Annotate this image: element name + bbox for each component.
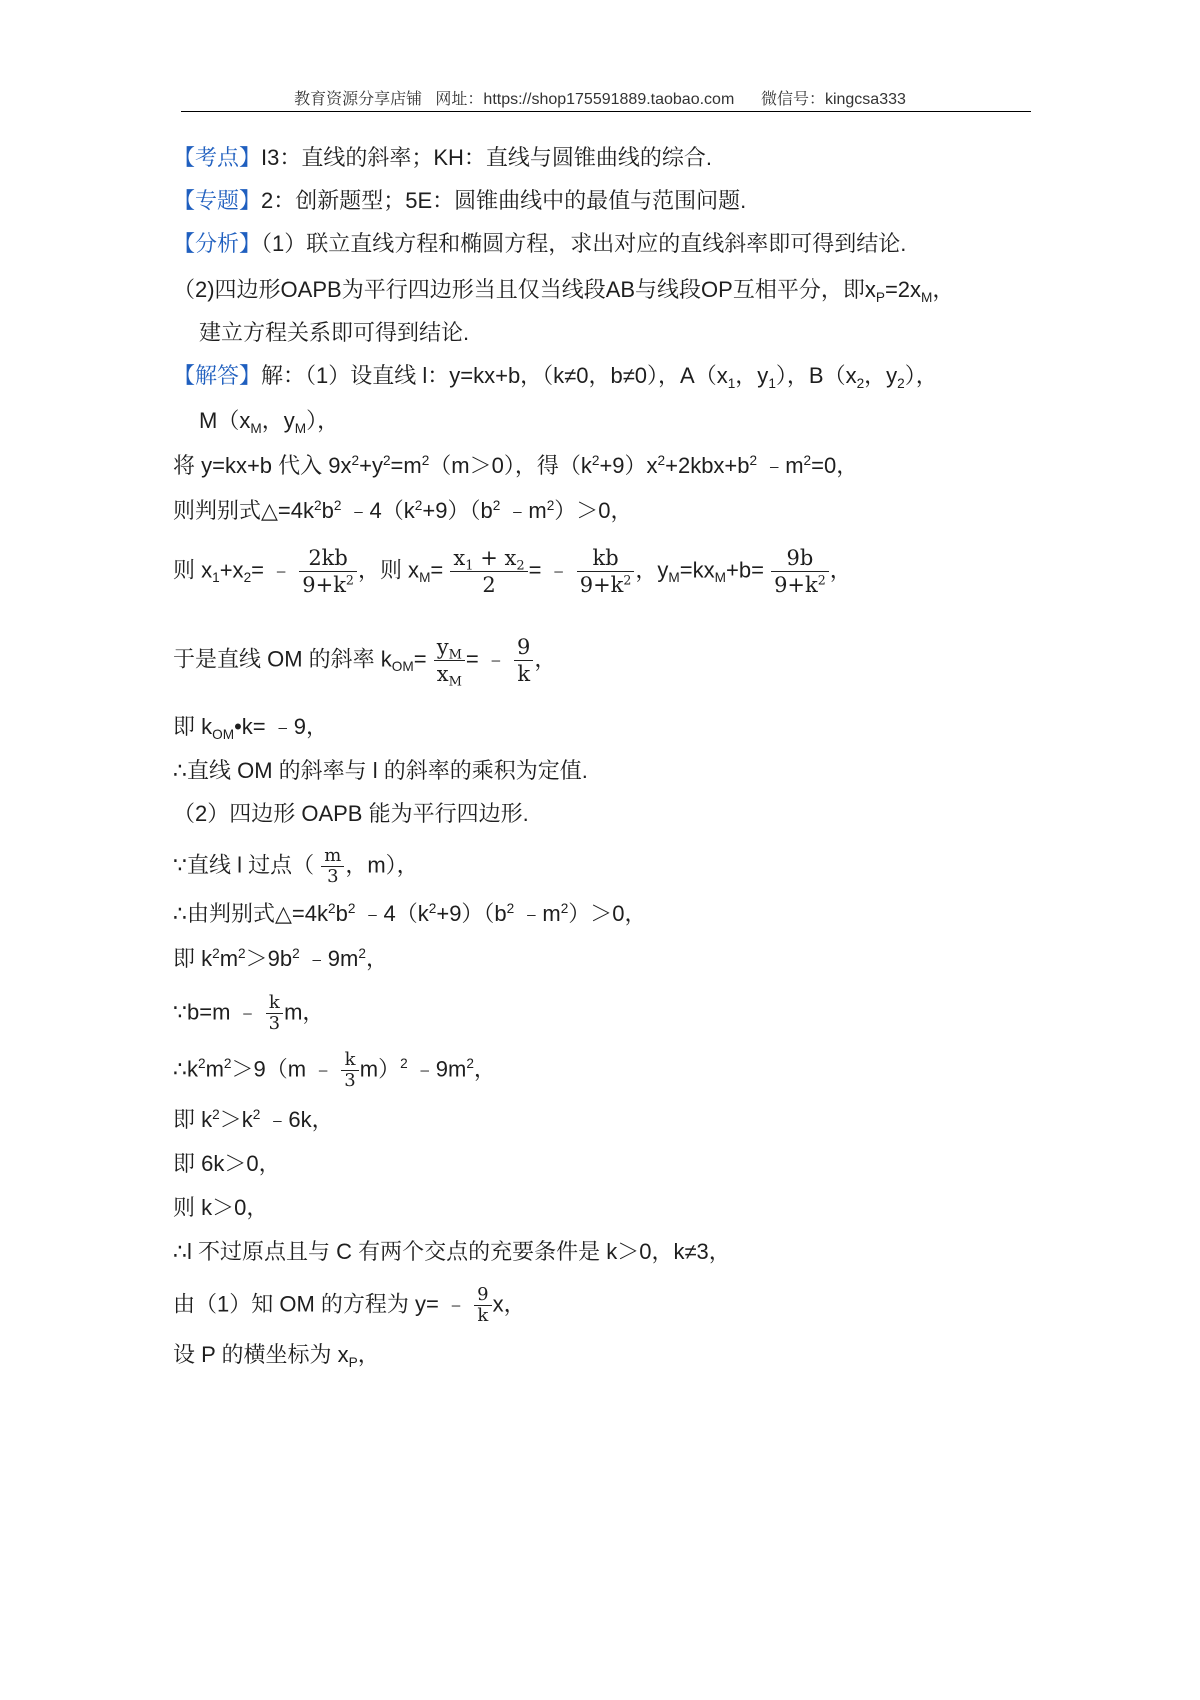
superscript: 2 xyxy=(591,452,600,468)
line-fenxi-3 xyxy=(199,319,469,347)
text-run: ）＞0， xyxy=(568,901,647,926)
superscript: 2 xyxy=(421,452,430,468)
subscript: P xyxy=(875,289,885,305)
tag-jieda: 【解答】 xyxy=(173,363,262,388)
text-run: 则判别式△=4k xyxy=(173,498,315,523)
text-run: ＞9b xyxy=(245,946,293,971)
text-run: ∴k xyxy=(173,1056,198,1082)
fraction-denominator xyxy=(299,572,357,598)
text-run: ， xyxy=(932,277,955,302)
text-run: =kx xyxy=(679,557,715,583)
text-run: •k= ﹣9， xyxy=(234,714,328,739)
text-run: +9）（b xyxy=(422,498,493,523)
text-run: 由（1）知 OM 的方程为 y= ﹣ xyxy=(173,1291,467,1317)
text-run: ﹣6k， xyxy=(260,1107,334,1132)
text-run: +x xyxy=(219,557,244,583)
text-run: m） xyxy=(359,1056,401,1082)
line-p-abscissa xyxy=(173,1341,380,1369)
superscript: 2 xyxy=(198,1056,206,1072)
text-run: ﹣m xyxy=(514,901,561,926)
fraction xyxy=(434,634,465,690)
text-run: ）＞0， xyxy=(554,498,633,523)
subscript: 1 xyxy=(465,558,474,574)
subscript: 2 xyxy=(856,375,865,391)
subscript: 1 xyxy=(727,375,736,391)
text-run: 则 x xyxy=(173,557,213,583)
superscript: 2 xyxy=(466,1056,474,1072)
line-fenxi-2 xyxy=(173,276,954,304)
fraction xyxy=(299,545,357,598)
text-run: ∴由判别式△=4k xyxy=(173,901,328,926)
text-run: m， xyxy=(284,999,325,1025)
superscript: 2 xyxy=(657,452,666,468)
subscript: M xyxy=(294,420,307,436)
fraction-numerator xyxy=(450,545,527,572)
subscript: 2 xyxy=(516,558,525,574)
line-part-2 xyxy=(173,800,529,828)
fraction-denominator: 3 xyxy=(344,1070,356,1091)
superscript: 2 xyxy=(238,945,246,961)
text-run: +2kbx+b xyxy=(665,453,750,478)
superscript: 2 xyxy=(560,900,569,916)
text-run: 于是直线 OM 的斜率 k xyxy=(173,646,392,672)
fraction xyxy=(266,993,283,1034)
fraction xyxy=(771,545,829,598)
line-discriminant xyxy=(173,497,633,525)
text-run: ＞9（m ﹣ xyxy=(231,1056,335,1082)
fraction xyxy=(577,545,635,598)
text-run: =0， xyxy=(811,453,859,478)
text-run: ﹣4（k xyxy=(341,498,415,523)
fraction-denominator: 3 xyxy=(327,866,339,887)
text-run: ， xyxy=(357,1342,380,1367)
text-run: ﹣4（k xyxy=(355,901,429,926)
text-run: 即 6k＞0， xyxy=(173,1151,281,1176)
text-run: = ﹣ xyxy=(465,646,507,672)
text-run: = ﹣ xyxy=(528,557,570,583)
subscript: 1 xyxy=(768,375,776,391)
fraction-denominator xyxy=(771,572,829,598)
superscript: 2 xyxy=(400,1056,408,1072)
superscript: 2 xyxy=(351,452,360,468)
line-vieta xyxy=(173,545,852,598)
text-run: 将 y=kx+b 代入 9x xyxy=(173,453,352,478)
page-header: 教育资源分享店铺 网址：https://shop175591889.taobao.com 微信号：kingcsa333 xyxy=(294,91,906,108)
line-conclusion-1 xyxy=(173,757,588,785)
fraction-numerator: 2kb xyxy=(299,545,357,572)
text-run: ∵直线 l 过点（ xyxy=(173,852,315,878)
text-run: +b= xyxy=(726,557,764,583)
text-run: 9+k xyxy=(302,573,346,597)
fraction xyxy=(474,1285,491,1326)
superscript: 2 xyxy=(292,945,300,961)
text-run: 即 k xyxy=(173,1107,213,1132)
fraction-denominator: k xyxy=(477,1305,489,1326)
superscript: 2 xyxy=(803,452,812,468)
fraction-numerator: 9 xyxy=(474,1285,491,1306)
fraction xyxy=(321,846,344,887)
superscript: 2 xyxy=(333,497,342,513)
text-run: ，y xyxy=(261,408,295,433)
text-run: = xyxy=(413,646,427,672)
line-inequality-3 xyxy=(173,1106,334,1134)
fraction-denominator: k xyxy=(517,662,531,686)
text-run: y xyxy=(436,635,449,659)
line-passes-point xyxy=(173,846,419,887)
text-run: ﹣9m xyxy=(407,1056,467,1082)
fraction-numerator: 9b xyxy=(771,545,829,572)
text-run: ， xyxy=(365,946,388,971)
fraction-numerator: kb xyxy=(577,545,635,572)
line-jieda-1 xyxy=(173,362,938,390)
text-run: 9+k xyxy=(579,573,624,597)
zhuanti-text: 2：创新题型；5E：圆锥曲线中的最值与范围问题. xyxy=(261,188,747,213)
text-run: M（x xyxy=(199,408,251,433)
fraction-numerator: 9 xyxy=(514,634,533,661)
subscript: M xyxy=(448,647,462,663)
text-run: b xyxy=(321,498,334,523)
fraction-numerator: k xyxy=(266,993,283,1014)
fraction-numerator xyxy=(434,634,465,661)
text-run: ）， xyxy=(306,408,340,433)
superscript: 2 xyxy=(817,572,826,588)
text-run: ，y xyxy=(864,363,898,388)
text-run: b xyxy=(335,901,348,926)
fraction-numerator: m xyxy=(321,846,344,867)
text-run: ，y xyxy=(735,363,769,388)
text-run: +9）（b xyxy=(436,901,507,926)
fraction-denominator: 3 xyxy=(268,1013,281,1034)
text-run: +y xyxy=(359,453,383,478)
fraction xyxy=(514,634,533,687)
subscript: OM xyxy=(212,726,235,742)
text-run: = ﹣ xyxy=(251,557,293,583)
line-product xyxy=(173,713,328,741)
subscript: 1 xyxy=(212,570,220,586)
text-run: =2x xyxy=(884,277,922,302)
text-run: 即 k xyxy=(173,714,213,739)
tag-fenxi: 【分析】 xyxy=(173,231,262,256)
text-run: 设 P 的横坐标为 x xyxy=(173,1342,349,1367)
text-run: m xyxy=(205,1056,224,1082)
kaodian-text: I3：直线的斜率；KH：直线与圆锥曲线的综合. xyxy=(261,145,713,170)
superscript: 2 xyxy=(212,1106,220,1122)
fenxi-text-1: （1）联立直线方程和椭圆方程，求出对应的直线斜率即可得到结论. xyxy=(261,231,907,256)
subscript: 2 xyxy=(897,375,905,391)
text-run: ，则 x xyxy=(357,557,420,583)
text-run: 则 k＞0， xyxy=(173,1195,269,1220)
text-run: ＞k xyxy=(219,1107,253,1132)
text-run: ，y xyxy=(635,557,669,583)
text-run: m xyxy=(219,946,239,971)
line-6k xyxy=(173,1150,281,1178)
text-run: x， xyxy=(492,1291,526,1317)
line-inequality-2 xyxy=(173,1050,496,1091)
superscript: 2 xyxy=(506,900,515,916)
text-run: ，m）， xyxy=(345,852,419,878)
line-kaodian xyxy=(173,144,712,172)
text-run: 解：（1）设直线 l：y=kx+b，（k≠0，b≠0），A（x xyxy=(261,363,728,388)
superscript: 2 xyxy=(492,497,501,513)
subscript: P xyxy=(348,1354,358,1370)
header-divider xyxy=(181,111,1031,112)
superscript: 2 xyxy=(212,945,220,961)
text-run: x xyxy=(436,662,449,686)
text-run: ∴直线 OM 的斜率与 l 的斜率的乘积为定值. xyxy=(173,758,588,783)
text-run: =m xyxy=(390,453,422,478)
line-inequality-1 xyxy=(173,945,388,973)
fraction-denominator: 2 xyxy=(482,573,496,597)
subscript: OM xyxy=(391,659,414,675)
line-slope-om xyxy=(173,634,557,690)
superscript: 2 xyxy=(414,497,423,513)
text-run: ∴l 不过原点且与 C 有两个交点的充要条件是 k＞0，k≠3， xyxy=(173,1239,731,1264)
fraction-numerator: k xyxy=(341,1050,358,1071)
line-k-positive xyxy=(173,1194,268,1222)
subscript: M xyxy=(419,570,431,586)
text-run: ， xyxy=(473,1056,496,1082)
superscript: 2 xyxy=(358,945,366,961)
superscript: 2 xyxy=(623,572,632,588)
text-run: ﹣m xyxy=(500,498,547,523)
superscript: 2 xyxy=(223,1056,232,1072)
text-run: ∵b=m ﹣ xyxy=(173,999,259,1025)
line-b-expression xyxy=(173,993,324,1034)
tag-kaodian: 【考点】 xyxy=(173,145,262,170)
text-run: 9+k xyxy=(774,573,818,597)
superscript: 2 xyxy=(749,452,758,468)
fenxi-text-2: （2)四边形OAPB为平行四边形当且仅当线段AB与线段OP互相平分，即x xyxy=(173,277,876,302)
line-om-equation xyxy=(173,1285,526,1326)
text-run: +9）x xyxy=(599,453,658,478)
text-run: ﹣9m xyxy=(299,946,359,971)
subscript: M xyxy=(714,570,726,586)
line-zhuanti xyxy=(173,187,746,215)
line-condition xyxy=(173,1238,731,1266)
line-substitute xyxy=(173,452,858,480)
superscript: 2 xyxy=(314,497,322,513)
text-run: + x xyxy=(473,546,517,570)
text-run: x xyxy=(453,546,466,570)
text-run: （2）四边形 OAPB 能为平行四边形. xyxy=(173,801,529,826)
fraction xyxy=(341,1050,358,1091)
subscript: M xyxy=(448,674,462,690)
fenxi-text-3: 建立方程关系即可得到结论. xyxy=(199,320,470,345)
superscript: 2 xyxy=(428,900,437,916)
tag-zhuanti: 【专题】 xyxy=(173,188,262,213)
superscript: 2 xyxy=(347,900,356,916)
subscript: M xyxy=(668,570,680,586)
subscript: M xyxy=(250,420,262,436)
line-jieda-2 xyxy=(199,407,339,435)
superscript: 2 xyxy=(252,1106,261,1122)
superscript: 2 xyxy=(328,900,336,916)
subscript: 2 xyxy=(243,570,252,586)
text-run: （m＞0），得（k xyxy=(429,453,592,478)
superscript: 2 xyxy=(546,497,555,513)
text-run: ， xyxy=(534,646,557,672)
superscript: 2 xyxy=(382,452,391,468)
text-run: ）， xyxy=(904,363,938,388)
text-run: = xyxy=(430,557,444,583)
line-discriminant-2 xyxy=(173,900,647,928)
text-run: ， xyxy=(829,557,852,583)
line-fenxi xyxy=(173,230,906,258)
subscript: M xyxy=(921,289,933,305)
text-run: ），B（x xyxy=(775,363,857,388)
text-run: 即 k xyxy=(173,946,213,971)
fraction xyxy=(450,545,527,598)
fraction-denominator xyxy=(434,661,465,690)
fraction-denominator xyxy=(577,572,635,598)
text-run: ﹣m xyxy=(757,453,804,478)
superscript: 2 xyxy=(345,572,354,588)
